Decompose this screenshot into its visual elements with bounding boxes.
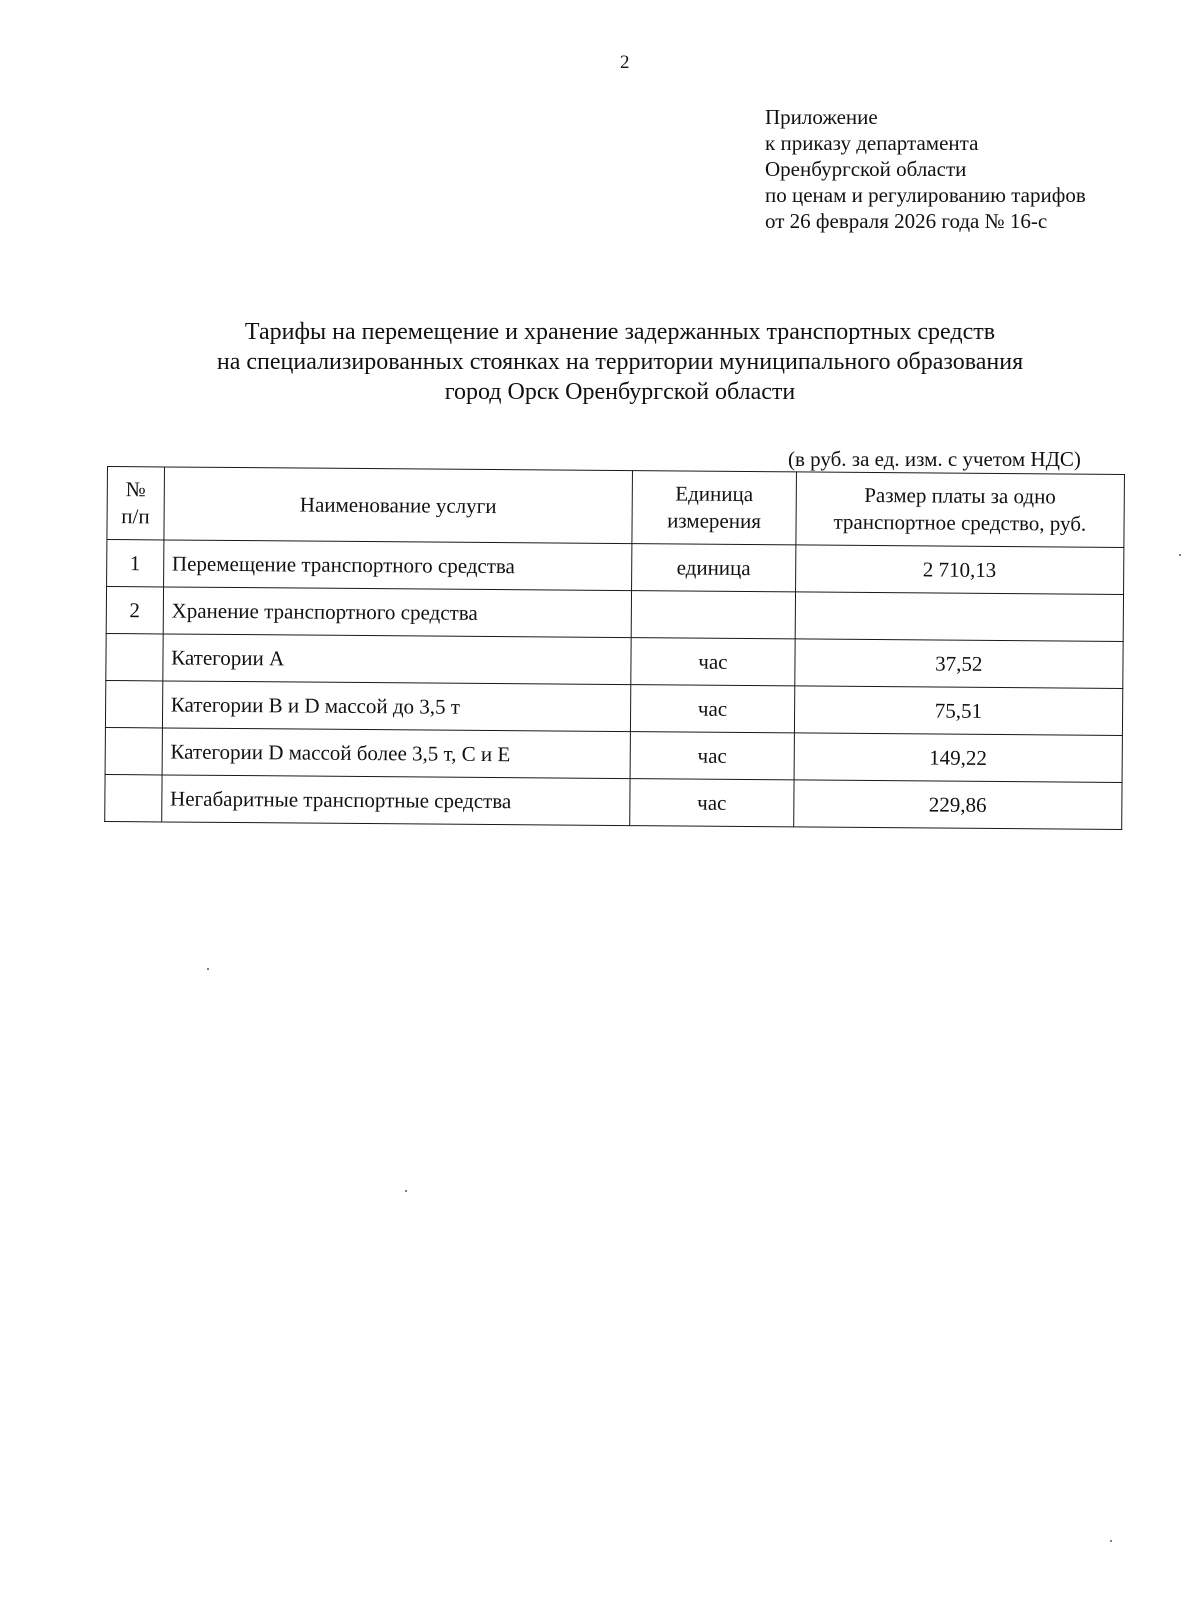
row-name: Перемещение транспортного средства xyxy=(163,540,632,591)
appendix-line: от 26 февраля 2026 года № 16-с xyxy=(765,209,1048,233)
row-price xyxy=(795,592,1124,642)
table-header-row xyxy=(107,467,1125,548)
row-unit: час xyxy=(630,732,794,780)
row-name: Хранение транспортного средства xyxy=(163,587,632,638)
appendix-line: Оренбургской области xyxy=(765,157,967,181)
units-note: (в руб. за ед. изм. с учетом НДС) xyxy=(788,447,1081,471)
table-row xyxy=(105,774,1122,829)
row-name: Категории D массой более 3,5 т, С и Е xyxy=(162,728,631,779)
row-price: 229,86 xyxy=(793,780,1122,830)
row-num xyxy=(105,727,162,774)
row-unit: час xyxy=(631,638,795,686)
scan-speck xyxy=(1179,554,1181,556)
row-name: Категории А xyxy=(163,634,632,685)
tariffs-table xyxy=(104,466,1125,830)
scan-speck xyxy=(207,968,209,970)
row-price: 149,22 xyxy=(794,733,1123,783)
table-row xyxy=(105,680,1122,735)
table-row xyxy=(106,633,1123,688)
row-unit: час xyxy=(631,685,795,733)
table-row xyxy=(106,587,1123,642)
table-row xyxy=(107,540,1124,595)
row-num xyxy=(106,633,163,680)
title-line: город Орск Оренбургской области xyxy=(444,379,796,405)
row-price: 2 710,13 xyxy=(795,545,1124,595)
row-num: 1 xyxy=(107,540,164,587)
appendix-line: к приказу департамента xyxy=(765,131,979,155)
row-name: Категории В и D массой до 3,5 т xyxy=(162,681,631,732)
scan-speck xyxy=(405,1190,407,1192)
row-num xyxy=(105,680,162,727)
row-name: Негабаритные транспортные средства xyxy=(161,775,630,826)
row-unit xyxy=(631,591,795,639)
appendix-line: по ценам и регулированию тарифов xyxy=(765,183,1086,207)
document-title xyxy=(150,317,1090,407)
appendix-line: Приложение xyxy=(765,105,878,129)
row-unit: час xyxy=(630,779,794,827)
header-price: Размер платы за одно транспортное средство, руб. xyxy=(795,472,1124,548)
row-price: 37,52 xyxy=(794,639,1123,689)
header-num: № п/п xyxy=(107,467,164,540)
row-unit: единица xyxy=(632,544,796,592)
header-unit: Единица измерения xyxy=(632,471,796,545)
scan-speck xyxy=(1110,1540,1112,1542)
row-price: 75,51 xyxy=(794,686,1123,736)
title-line: Тарифы на перемещение и хранение задержанных транспортных средств xyxy=(244,319,996,345)
title-line: на специализированных стоянках на территории муниципального образования xyxy=(216,349,1024,375)
page-number: 2 xyxy=(620,52,630,73)
row-num xyxy=(105,774,162,821)
header-name: Наименование услуги xyxy=(164,467,633,544)
row-num: 2 xyxy=(106,587,163,634)
table-row xyxy=(105,727,1122,782)
appendix-header xyxy=(765,104,1086,234)
